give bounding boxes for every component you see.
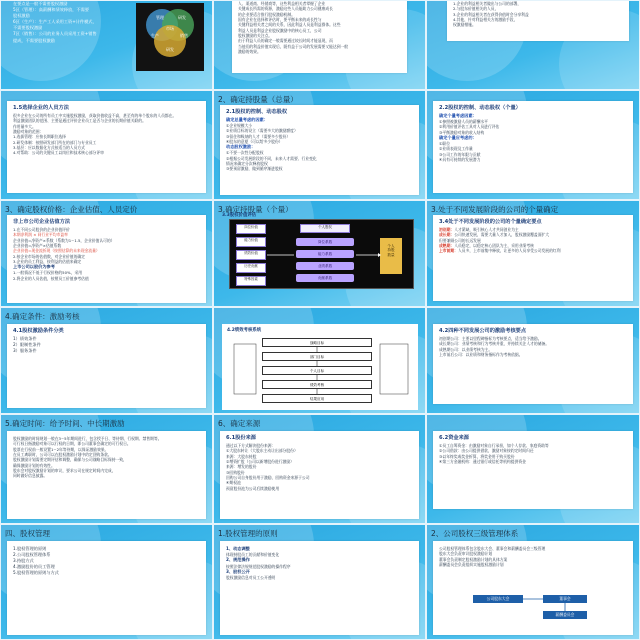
diagram-box: 岗位价值 xyxy=(236,224,266,234)
slide-heading: 3.3股权价值评估 xyxy=(222,213,257,218)
slide-line: 3、股权公开 xyxy=(226,568,250,574)
slide-line: 股东会对股权激励计划的审议，要求公司在规定时间内完成， xyxy=(13,467,116,473)
slide-line: 确定个量考虑因素： xyxy=(439,113,477,119)
stage-text: 人员稳定，以稳定核心团队为主，采用业绩考核 xyxy=(454,242,534,248)
slide-line: 体现持股员工的贡献和价值变化 xyxy=(226,552,280,558)
stage-text: 人才紧缺，吸引核心人才共同创业为主 xyxy=(454,227,519,233)
slide-line: 1.一般情况不低于行权价格的50%，采用 xyxy=(13,270,83,276)
slide-title: 四、股权管理 xyxy=(5,529,50,538)
slide-line: 提成，不需要股权激励 xyxy=(13,37,55,43)
diagram-result-line: 持股 xyxy=(387,248,395,253)
venn-label: 销售 xyxy=(180,33,188,38)
slide-line: 来源：大股东持股 xyxy=(226,453,257,459)
slide-line: 企业价值=现金流折现（按照估算的未来现金流量） xyxy=(13,248,100,254)
diagram-result-line: 数量 xyxy=(387,252,395,257)
slide-thumbnail-2[interactable] xyxy=(213,0,426,90)
slide-line: ④股东的意愿（可以给多少股份） xyxy=(226,139,283,145)
slide-title: 2、确定持股量（总量） xyxy=(218,95,298,104)
slide-heading: 2.2股权的控制、动态股权（个量） xyxy=(439,105,521,111)
slide-line: 2、规范操作 xyxy=(226,557,250,563)
stage-label: 成熟期： xyxy=(439,242,455,248)
slide-line: 1）绩效条件 xyxy=(13,336,37,342)
venn-diagram xyxy=(136,3,204,71)
slide-line: 人、渠道商、经销商等，这些利益相关者掌握了企业 xyxy=(238,1,326,6)
slide-thumbnail-16[interactable] xyxy=(0,524,213,640)
diagram-pill: 岗位系数 xyxy=(296,238,354,246)
slide-line: 股权激励计划需要定期评估和调整，确保与公司战略目标保持一致， xyxy=(13,457,127,463)
slide-line: 2.研发体制：按照研发部门所在的部门与专业员工 xyxy=(13,139,97,145)
slide-line: 确定个量应考虑的： xyxy=(439,135,477,141)
diagram-box: 个人股权 xyxy=(300,224,350,233)
flow-box: 战略目标 xyxy=(262,338,372,347)
performance-flowchart xyxy=(222,324,418,410)
slide-line: 不需要股权激励 xyxy=(13,25,43,31)
slide-line: 通过以下方式解决股份来源： xyxy=(226,443,276,449)
valuation-diagram xyxy=(229,219,414,289)
slide-line: 1.股权管理的原则 xyxy=(13,546,47,551)
slide-line: 5.股权管理的原则与方式 xyxy=(13,570,59,576)
slide-line: 动态股权激励： xyxy=(226,144,256,150)
slide-thumbnail-15[interactable] xyxy=(426,414,640,524)
slide-line: 2.公司股权管理体系 xyxy=(13,552,51,558)
diagram-box: 特殊因素 xyxy=(236,276,266,286)
venn-label: 生产 xyxy=(151,33,159,38)
slide-line: 关键利益相关者之间的关系，因此利益人员是利益群体。这些 xyxy=(238,22,341,28)
slide-line: 上市公司以股价为参考 xyxy=(13,264,55,270)
slide-line: 股东大会负责审议股权激励计划 xyxy=(439,551,493,557)
org-node: 薪酬委员会 xyxy=(543,611,587,619)
diagram-box: 绩效价值 xyxy=(236,250,266,260)
slide-line: ④期权池 xyxy=(226,480,241,486)
slide-title: 3.处于不同发展阶段的公司的个量确定 xyxy=(431,205,559,214)
stage-line xyxy=(433,248,633,253)
org-connectors xyxy=(433,541,633,635)
slide-line: 1.在不同公司股价的企业价值评价 xyxy=(13,227,70,233)
slide-line: 情况来确定分次释放股权 xyxy=(226,161,268,167)
slide-line: ③公司工作的年限与贡献 xyxy=(439,151,481,157)
slide-line: 7区（销售）：公司的业务人员采用工资+销售 xyxy=(13,31,97,37)
slide-line: 上市前后公司：以业绩和财务指标作为考核依据。 xyxy=(439,351,523,357)
flow-connectors xyxy=(222,324,418,410)
slide-thumbnail-14[interactable] xyxy=(213,414,426,524)
slide-line: 股权激励的时间规划一般在3~5年期间进行，包含授予日、等待期、行权期、禁售期等。 xyxy=(13,436,162,441)
org-node: 董事会 xyxy=(543,595,587,603)
slide-line: ①不要一次性分配股权 xyxy=(226,150,264,156)
slide-line: 4.其他，针对利益相关方的激励手段， xyxy=(453,16,518,22)
slide-heading: 4.1股权激励条件分类 xyxy=(13,328,64,334)
slide-line: 激励的效果。 xyxy=(238,48,261,54)
slide-line: 同时做好信息披露。 xyxy=(13,473,48,479)
slide-line: 董事会负责制定股权激励计划的具体方案 xyxy=(439,556,508,562)
slide-thumbnail-18[interactable] xyxy=(426,524,640,640)
slide-line: 2）限制性条件 xyxy=(13,342,41,348)
slide-line: 利益人员是利益企业股权激励中的核心员工，公司 xyxy=(238,27,322,33)
slide-line: 3.企业的员工利益，按利益的估值来确定 xyxy=(13,258,82,264)
slide-thumbnail-7[interactable] xyxy=(0,200,213,307)
slide-line: 3）服务条件 xyxy=(13,348,37,354)
slide-thumbnail-6[interactable] xyxy=(426,90,640,200)
diagram-box: 历史贡献 xyxy=(236,263,266,273)
slide-line: 权激励措施。 xyxy=(453,22,476,28)
slide-line: 企业价值=净资产×估值系数 xyxy=(13,242,62,248)
slide-heading: 1.5选择企业的人员方法 xyxy=(13,105,69,111)
slide-title: 3.确定持股量（个量） xyxy=(218,205,293,214)
slide-title: 2、公司股权三级管理体系 xyxy=(431,529,519,538)
slide-heading: 6.2资金来源 xyxy=(439,435,469,441)
slide-line: 股权激励的关注点。 xyxy=(238,32,273,38)
slide-line: ②根据公司发展阶段的不同，未来人才需要、行业变化 xyxy=(226,155,317,161)
stage-text: 人员多，上市前集中释放，让更多的人员享受公司发展的红利 xyxy=(457,248,561,254)
slide-line: ③回购股份 xyxy=(226,469,245,475)
stage-label: 上市前期： xyxy=(439,248,458,254)
slide-line: 成熟期公司：以业绩考核为主。 xyxy=(439,346,493,352)
slide-title: 5.确定时间：给予时间、中长期激励 xyxy=(5,419,125,428)
slide-line: 薪酬委员会负责组织实施股权激励计划 xyxy=(439,561,504,567)
slide-line: 2.与股东价值相关的人员， xyxy=(453,6,499,12)
diagram-box: 能力价值 xyxy=(236,237,266,247)
slide-line: 2.按企业市场的估值数，对企业价值的确定 xyxy=(13,253,85,259)
slide-line: 2.将企业的人员估值，按照员工价值参考估值 xyxy=(13,275,89,281)
slide-line: 当他们的利益价值实现后，既有益于公司的发展需要又能达到一般 xyxy=(238,43,349,49)
slide-line: 股票在行权前一般设置1~2年等待期，以保证激励效果。 xyxy=(13,446,109,452)
slide-line: 3.持股方式 xyxy=(13,558,34,564)
slide-thumbnail-13[interactable] xyxy=(0,414,213,524)
slide-line: ②公司借款：由公司提供借款，激励对象按约定时间归还 xyxy=(439,448,534,454)
slide-heading: 2.1股权的控制、动态股权 xyxy=(226,109,288,115)
slide-title: 3、确定股权价格：企业估值、人员定价 xyxy=(5,205,138,214)
slide-line: 关键成长所需的资源，激励这些人员能助力公司健康成长 xyxy=(238,6,333,12)
stage-text: 公司快速发展，需要大量人才加入，股权激励覆盖面扩大 xyxy=(454,232,550,238)
slide-title: 4.确定条件：激励考核 xyxy=(5,312,80,321)
flow-box: 个人目标 xyxy=(262,366,372,375)
slide-line: 初创期公司：主要以里程碑指标为考核要点，适当给予激励。 xyxy=(439,336,542,342)
slide-line: ③留住和吸纳的人才（需要多少股份） xyxy=(226,133,291,139)
slide-line: 很多企业在公司的所有员工中实施股权激励，获取价值收益不高，甚至有的单个股东的人员都在。 xyxy=(13,113,177,119)
diagram-arrows xyxy=(230,220,415,290)
slide-line: ①员工自筹资金：由激励对象自行承担，如个人存款、家庭资助等 xyxy=(439,443,549,449)
slide-heading: 非上市公司企业估值方法 xyxy=(13,219,71,225)
slide-heading: 4.2绩效考核系统 xyxy=(227,328,262,333)
slide-line: 4.激励股份的员工管理 xyxy=(13,564,55,570)
venn-label: 研发 xyxy=(166,47,174,52)
slide-line: 5区（管理）：高薪酬和绩效释放，不需要 xyxy=(13,7,89,13)
slide-line: 的企业要适合推行股权激励机制。 xyxy=(238,11,295,17)
slide-line: 来源：增发的股份 xyxy=(226,464,257,470)
slide-line: 4.对帮助：公司的关键员工以岗位和技术核心部分评审 xyxy=(13,150,104,156)
slide-thumbnail-17[interactable] xyxy=(213,524,426,640)
slide-line: ③要预留激励，做到循序渐进股权 xyxy=(226,166,283,172)
slide-thumbnail-8[interactable] xyxy=(213,200,426,307)
slide-thumbnail-4[interactable] xyxy=(0,90,213,200)
slide-thumbnail-5[interactable] xyxy=(213,90,426,200)
slide-thumbnail-10[interactable] xyxy=(0,307,213,414)
org-node: 公司股东大会 xyxy=(473,595,523,603)
stage-label: 初创期： xyxy=(439,227,455,233)
diagram-pill: 能力系数 xyxy=(296,250,354,258)
slide-line: ④第三方金融机构：通过银行或信托等机构提供资金 xyxy=(439,458,526,464)
slide-line: 确定总量考虑的因素： xyxy=(226,117,268,123)
diagram-pill: 业绩系数 xyxy=(296,262,354,270)
slide-line: ①企业规模大小 xyxy=(226,123,253,129)
venn-label: 市场 xyxy=(166,26,174,31)
slide-thumbnail-9[interactable] xyxy=(426,200,640,307)
slide-line: 1、动态调整 xyxy=(226,546,250,551)
slide-line: 1.企业的利益相关者做出与公司的部署， xyxy=(453,1,522,6)
slide-line: 按照法律法规规范股权激励的操作程序 xyxy=(226,563,291,569)
slide-thumbnail-1[interactable] xyxy=(0,0,213,90)
slide-line: 公司股权管理体系包含股东大会、董事会和薪酬委员会三级管理 xyxy=(439,546,546,551)
slide-line: 成长期公司：业绩考核和行为考核并重，并持续关注人才的储备。 xyxy=(439,341,550,347)
flow-box: 绩效考核 xyxy=(262,380,372,389)
slide-line: ③平衡激励对象的收入结构 xyxy=(439,129,485,135)
slide-thumbnail-12[interactable] xyxy=(426,307,640,414)
slide-heading: 6.1股份来源 xyxy=(226,435,256,441)
diagram-result-line: 个人 xyxy=(387,244,395,248)
slide-line: 3.基层：应以数据化方式按适当的人员方式 xyxy=(13,144,85,150)
slide-heading: 4.2四种不同发展公司的激励考核要点 xyxy=(439,328,527,334)
slide-line: ②利用价值评估工具对人员进行评估 xyxy=(439,124,500,130)
slide-line: 预留股份池为公司后续激励使用 xyxy=(226,485,280,491)
venn-label: 管理 xyxy=(156,15,164,20)
slide-line: 本期净利润 × 同行业平均市盈率 xyxy=(13,232,68,238)
slide-line: 企业价值=净资产×系数（系数为1~1.5，企业价值认可的） xyxy=(13,237,115,243)
slide-line: ②业绩目标的设立（需要多大的激励额度） xyxy=(226,128,298,134)
stage-label: 成长期： xyxy=(439,232,455,238)
slide-line: ③以年终奖或奖金折算，将奖金用于购买股份 xyxy=(439,453,515,459)
slide-line: 作用量多大。 xyxy=(13,123,36,129)
slide-line: 股权激励 xyxy=(13,13,30,19)
diagram-pill: 贡献系数 xyxy=(296,274,354,282)
slide-line: ②业绩表现及工作量 xyxy=(439,146,473,152)
slide-line: 可行权日指激励对象可以行权的日期，即公司董事会确定的可行权日。 xyxy=(13,441,131,447)
slide-title: 1.股权管理的原则 xyxy=(218,529,278,538)
slide-line: 股权激励信息对员工公开透明 xyxy=(226,574,276,580)
slide-line: 回购公司自身股份用于激励，回购资金来源于公司 xyxy=(226,474,310,480)
slide-title: 6、确定来源 xyxy=(218,419,261,428)
flow-box: 结果应用 xyxy=(262,394,372,403)
slide-line: 1.选拔管理：应按长期职位选择 xyxy=(13,134,66,140)
slide-line: 国有企业在选择和评估时，要平衡未来的成长性与 xyxy=(238,16,322,22)
stage-text: 但要兼顾公司的长远发展 xyxy=(439,237,481,243)
slide-line: 由于利益人员的确定一般需要通过较长时间才能显现，而 xyxy=(238,38,333,44)
slide-thumbnail-11[interactable] xyxy=(213,307,426,414)
slide-line: 确保激励计划的有效性。 xyxy=(13,462,55,468)
slide-line: 3.企业的利益相关者在获得价值时会分享利益 xyxy=(453,11,529,17)
slide-line: ④具有可持续的发展潜力 xyxy=(439,157,481,163)
slide-line: 6区（生产）：生产工人采用工资+计件模式， xyxy=(13,19,97,25)
slide-line: 利益激励团队的范围、主要是通过评价企业员工是否与企业的长期价值关联的。 xyxy=(13,118,146,124)
flow-box: 部门目标 xyxy=(262,352,372,361)
slide-thumbnail-3[interactable] xyxy=(426,0,640,90)
slide-line: ①参照被激励人员的薪酬水平 xyxy=(439,119,488,125)
slide-line: 在员工离职时，公司可以在股权激励计划中约定回购条款。 xyxy=(13,451,112,457)
slide-line: ②增资扩股（公司以新增股份进行激励） xyxy=(226,458,294,464)
slide-heading: 3.4处于不同发展阶段的公司的个量确定要点 xyxy=(439,219,542,225)
venn-label: 研发 xyxy=(178,15,186,20)
slide-line: 在要点是一般不需要股权激励 xyxy=(13,1,68,6)
slide-line: ①大股东转让（大股东主动让出部分股份） xyxy=(226,448,298,454)
slide-line: ①职位 xyxy=(439,141,450,147)
slide-line: 激励对象的范围： xyxy=(13,128,44,134)
